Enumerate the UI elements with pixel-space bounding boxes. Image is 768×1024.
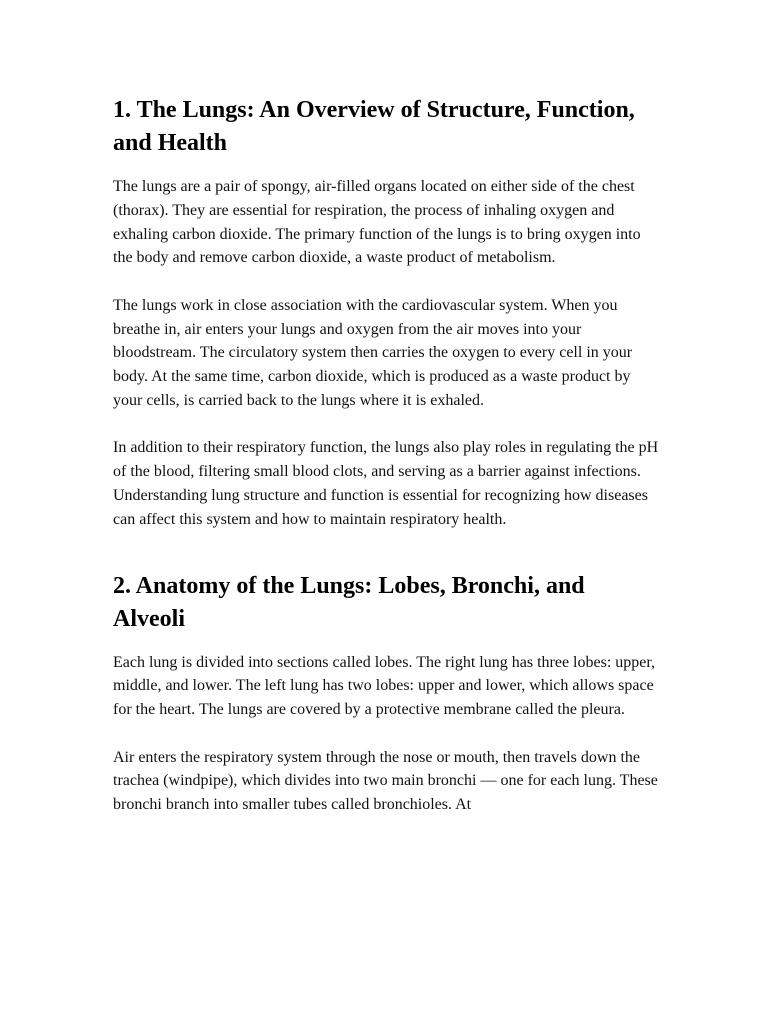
section-heading: 2. Anatomy of the Lungs: Lobes, Bronchi, and Alveoli (113, 572, 585, 632)
paragraph: Each lung is divided into sections called lobes. The right lung has three lobes: upper, middle, and lower. The left lung has two lobes: upper and lower, which allows space for the heart. The lungs are covered by a protective membrane called the pleura. (113, 653, 656, 719)
section-heading: 1. The Lungs: An Overview of Structure, Function, and Health (113, 97, 635, 156)
document-page (113, 94, 661, 841)
section-lungs-anatomy (113, 570, 661, 817)
paragraph: The lungs are a pair of spongy, air-filled organs located on either side of the chest (thorax). They are essential for respiration, the process of inhaling oxygen and exhaling carbon dioxide. The primary function of the lungs is to bring oxygen into the body and remove carbon dioxide, a waste product of metabolism. (113, 178, 641, 267)
paragraph: In addition to their respiratory function, the lungs also play roles in regulating the pH of the blood, filtering small blood clots, and serving as a barrier against infections. Understanding lung structure and function is essential for recognizing how diseases can affect this system and how to maintain respiratory health. (113, 439, 659, 528)
paragraph: Air enters the respiratory system through the nose or mouth, then travels down the trachea (windpipe), which divides into two main bronchi — one for each lung. These bronchi branch into smaller tubes called bronchioles. At (113, 748, 658, 814)
paragraph: The lungs work in close association with the cardiovascular system. When you breathe in, air enters your lungs and oxygen from the air moves into your bloodstream. The circulatory system then carries the oxygen to every cell in your body. At the same time, carbon dioxide, which is produced as a waste product by your cells, is carried back to the lungs where it is exhaled. (113, 296, 633, 409)
section-lungs-overview (113, 94, 661, 532)
